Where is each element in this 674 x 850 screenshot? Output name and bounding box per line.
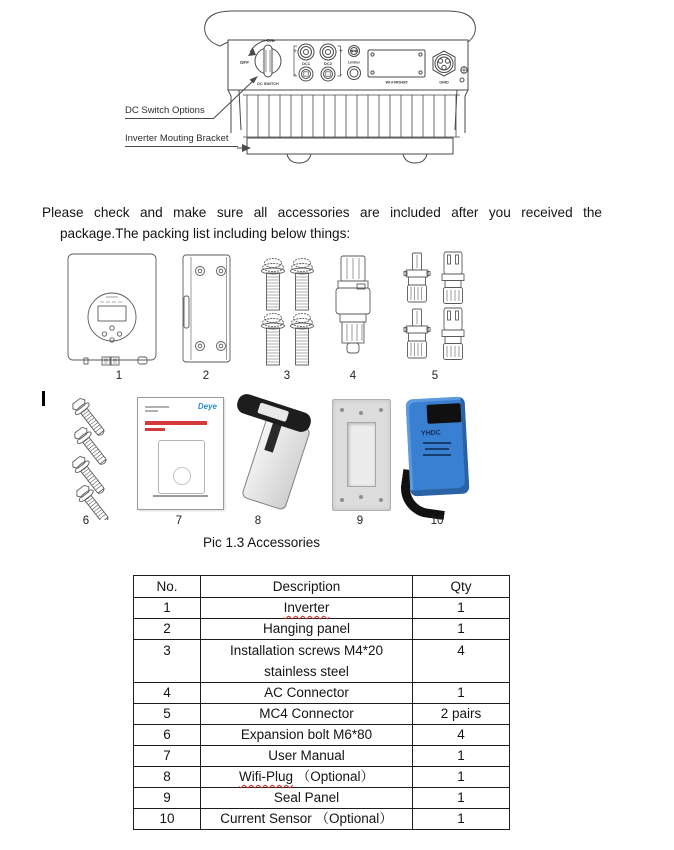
seal-panel-photo xyxy=(332,399,391,511)
dc-switch-options-callout: DC Switch Options xyxy=(125,105,213,119)
cell-description: AC Connector xyxy=(201,683,413,704)
header-no: No. xyxy=(134,576,201,598)
intro-paragraph xyxy=(42,202,602,244)
table-row xyxy=(134,598,510,619)
accessory-number-1: 1 xyxy=(115,370,123,382)
cell-no: 2 xyxy=(134,619,201,640)
limiter-label: Limiter xyxy=(348,60,360,65)
intro-line-1: Please check and make sure all accessories are included after you received the xyxy=(42,205,602,220)
accessory-number-4: 4 xyxy=(349,370,357,382)
table-row xyxy=(134,767,510,788)
table-row xyxy=(134,746,510,767)
sensor-brand-logo: YHDC xyxy=(420,429,442,438)
cell-description: Seal Panel xyxy=(201,788,413,809)
header-description: Description xyxy=(201,576,413,598)
dc2-label: DC2 xyxy=(323,61,333,66)
table-row xyxy=(134,704,510,725)
cell-description: Expansion bolt M6*80 xyxy=(201,725,413,746)
cell-description: Inverter xyxy=(201,598,413,619)
switch-on-label: ON xyxy=(266,38,274,43)
cell-qty: 2 pairs xyxy=(413,704,510,725)
accessory-number-2: 2 xyxy=(202,370,210,382)
manual-text-line xyxy=(145,410,158,412)
accessory-number-3: 3 xyxy=(283,370,291,382)
cell-no: 3 xyxy=(134,640,201,683)
sensor-text-line xyxy=(423,442,451,444)
cell-description: MC4 Connector xyxy=(201,704,413,725)
dc1-plus: + xyxy=(293,48,297,55)
dc1-label: DC1 xyxy=(301,61,311,66)
seal-panel-hole xyxy=(340,498,344,502)
cell-no: 1 xyxy=(134,598,201,619)
table-row xyxy=(134,809,510,830)
text-cursor-mark xyxy=(42,391,45,406)
cell-description-line2: stainless steel xyxy=(264,664,349,679)
seal-panel-hole xyxy=(340,408,344,412)
cell-no: 9 xyxy=(134,788,201,809)
sensor-window xyxy=(427,403,462,424)
table-row xyxy=(134,725,510,746)
cell-no: 10 xyxy=(134,809,201,830)
cell-qty: 1 xyxy=(413,809,510,830)
cell-no: 6 xyxy=(134,725,201,746)
accessory-number-9: 9 xyxy=(356,515,364,527)
seal-panel-recess xyxy=(347,422,376,487)
switch-off-label: OFF xyxy=(239,60,249,65)
seal-panel-hole xyxy=(379,408,383,412)
table-row xyxy=(134,619,510,640)
manual-cover-dial xyxy=(173,467,191,485)
table-row xyxy=(134,683,510,704)
dc2-minus: - xyxy=(339,70,343,79)
accessory-number-10: 10 xyxy=(430,515,444,527)
manual-red-subtitle xyxy=(145,428,165,431)
cell-qty: 4 xyxy=(413,725,510,746)
manual-cover-picture xyxy=(158,440,205,494)
cell-description: Installation screws M4*20 stainless steel xyxy=(201,640,413,683)
grid-label: GRID xyxy=(439,80,449,85)
cell-description: User Manual xyxy=(201,746,413,767)
cell-description: Hanging panel xyxy=(201,619,413,640)
cell-no: 8 xyxy=(134,767,201,788)
manual-brand-logo: Deye xyxy=(197,402,217,411)
cell-qty: 1 xyxy=(413,598,510,619)
mounting-bracket-callout: Inverter Mouting Bracket xyxy=(125,133,238,147)
wifi-rs485-label: WI-FI/RS485 xyxy=(385,80,408,85)
table-header-row xyxy=(134,576,510,598)
accessories-row1-drawings xyxy=(60,250,470,370)
packing-list-table xyxy=(133,575,510,830)
header-qty: Qty xyxy=(413,576,510,598)
seal-panel-hole xyxy=(379,498,383,502)
accessory-number-7: 7 xyxy=(175,515,183,527)
dc1-minus: - xyxy=(293,70,297,79)
figure-caption: Pic 1.3 Accessories xyxy=(203,535,321,550)
cell-no: 4 xyxy=(134,683,201,704)
manual-text-line xyxy=(145,406,169,408)
dc-switch-label: DC SWITCH xyxy=(257,82,279,86)
cell-qty: 1 xyxy=(413,619,510,640)
intro-line-2: package.The packing list including below things: xyxy=(60,226,351,241)
cell-no: 7 xyxy=(134,746,201,767)
accessory-number-5: 5 xyxy=(431,370,439,382)
cell-qty: 1 xyxy=(413,767,510,788)
accessory-number-6: 6 xyxy=(82,515,90,527)
table-row xyxy=(134,640,510,683)
cell-description: Wifi-Plug （Optional） xyxy=(201,767,413,788)
accessory-number-8: 8 xyxy=(254,515,262,527)
seal-panel-hole xyxy=(359,411,363,415)
wifi-plug-cap-window xyxy=(257,402,289,422)
current-sensor-photo xyxy=(403,396,471,514)
cell-qty: 1 xyxy=(413,746,510,767)
cell-description: Current Sensor （Optional） xyxy=(201,809,413,830)
manual-red-title xyxy=(145,421,207,425)
cell-no: 5 xyxy=(134,704,201,725)
seal-panel-hole xyxy=(359,495,363,499)
cell-qty: 4 xyxy=(413,640,510,683)
user-manual-photo xyxy=(137,397,224,510)
expansion-bolts-drawing xyxy=(55,390,120,520)
dc2-plus: + xyxy=(339,48,343,55)
sensor-text-line xyxy=(425,448,449,450)
wifi-plug-photo xyxy=(236,396,312,514)
table-row xyxy=(134,788,510,809)
cell-qty: 1 xyxy=(413,788,510,809)
sensor-text-line xyxy=(423,454,451,456)
cell-qty: 1 xyxy=(413,683,510,704)
manual-footer-line xyxy=(153,495,208,497)
